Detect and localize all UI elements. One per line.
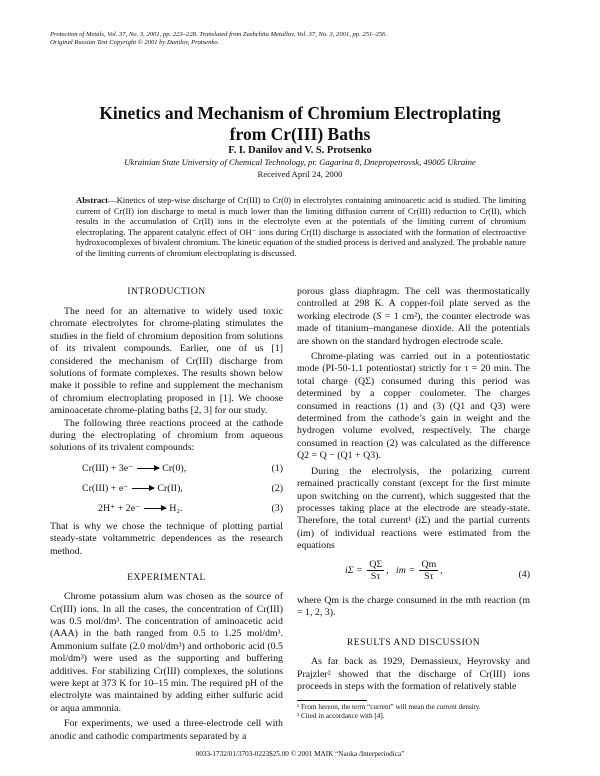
abstract-label: Abstract bbox=[76, 195, 108, 205]
eq4-number: (4) bbox=[518, 568, 530, 580]
footnote-2: ² Cited in accordance with [4]. bbox=[297, 712, 385, 721]
footnote-rule bbox=[297, 700, 367, 701]
abstract bbox=[76, 195, 526, 258]
right-column bbox=[297, 286, 530, 721]
eq4-fraction-total: $\frac{Q\Sigma}{S\tau}$ bbox=[369, 558, 383, 582]
experimental-paragraph-4: During the electrolysis, the polarizing current remained practically constant (except for the first minute upon switching on the current), which suggested that the processes taking place at the electrode are steady-state. Therefore, the total current¹ (iΣ) and the partial currents (im) of individual reactions were estimated from the equations bbox=[297, 465, 530, 552]
eq1-left: Cr(III) + 3e⁻ bbox=[82, 462, 134, 474]
received-date: Received April 24, 2000 bbox=[257, 169, 343, 179]
arrow-icon bbox=[137, 468, 159, 469]
experimental-paragraph-2-start: For experiments, we used a three-electrode cell with anodic and cathodic compartments separated by a bbox=[50, 718, 283, 742]
eq3-left: 2H⁺ + 2e⁻ bbox=[98, 502, 141, 514]
eq4-lhs-partial: im = bbox=[395, 564, 415, 576]
experimental-heading: EXPERIMENTAL bbox=[127, 572, 206, 584]
equation-4: iΣ = $\frac{Q\Sigma}{S\tau}$ , im = $\frac{Qm}{S\tau}$ , (4) bbox=[345, 558, 530, 582]
intro-paragraph-2: The following three reactions proceed at the cathode during the electroplating of chromium from aqueous solutions of its trivalent compounds: bbox=[50, 417, 283, 454]
authors: F. I. Danilov and V. S. Protsenko bbox=[228, 145, 372, 156]
equation-1 bbox=[50, 459, 283, 479]
copyright-line: Original Russian Text Copyright © 2001 by Danilov, Protsenko. bbox=[50, 39, 220, 47]
journal-citation: Protection of Metals, Vol. 37, No. 3, 2001, pp. 223–228. Translated from Zashchita Metallov, Vol. 37, No. 3, 2001, pp. 251–256. bbox=[50, 31, 388, 38]
page-footer: 0033-1732/01/3703-0223$25.00 © 2001 MAIK “Nauka /Interperiodica” bbox=[195, 750, 405, 758]
equation-2 bbox=[50, 479, 283, 499]
equation-3 bbox=[50, 499, 283, 519]
eq3-right: H₂. bbox=[169, 502, 183, 514]
introduction-heading: INTRODUCTION bbox=[127, 286, 206, 297]
eq1-number: (1) bbox=[271, 462, 283, 474]
experimental-paragraph-3: Chrome-plating was carried out in a potentiostatic mode (PI-50-1.1 potentiostat) strictly for τ = 20 min. The total charge (QΣ) consumed during this period was determined by a copper coulometer. The charges consumed in reactions (1) and (3) (Q1 and Q3) were determined from the cathode’s gain in weight and the hydrogen volume evolved, respectively. The charge consumed in reaction (2) was calculated as the difference Q2 = Q − (Q1 + Q3). bbox=[297, 351, 530, 462]
eq1-right: Cr(0), bbox=[162, 462, 187, 474]
experimental-paragraph-2-cont: porous glass diaphragm. The cell was thermostatically controlled at 298 K. A copper-foil plate served as the working electrode (S = 1 cm²), the counter electrode was made of titanium–manganese dioxide. All the potentials are shown on the standard hydrogen electrode scale. bbox=[297, 286, 530, 347]
experimental-paragraph-1: Chrome potassium alum was chosen as the source of Cr(III) ions. In all the cases, the concentration of Cr(III) was 0.5 mol/dm³. The concentration of aminoacetic acid (AAA) in the bath ranged from 0.5 to 1.25 mol/dm³. Ammonium sulfate (2.0 mol/dm³) and orthoboric acid (0.5 mol/dm³) were used as the supporting and buffering additives. For stabilizing Cr(III) complexes, the solutions were kept at 373 K for 10–15 min. The required pH of the electrolyte was maintained by adding either sulfuric acid or aqua ammonia. bbox=[50, 591, 283, 714]
eq4-fraction-partial: $\frac{Qm}{S\tau}$ bbox=[421, 558, 437, 582]
left-column bbox=[50, 286, 283, 743]
title-line-1: Kinetics and Mechanism of Chromium Electroplating bbox=[99, 103, 501, 123]
eq2-left: Cr(III) + e⁻ bbox=[82, 482, 129, 494]
results-paragraph-1: As far back as 1929, Demassieux, Heyrovsky and Prajzler² showed that the discharge of Cr(III) ions proceeds in steps with the formation of relatively stable bbox=[297, 656, 530, 693]
eq3-number: (3) bbox=[271, 502, 283, 514]
intro-paragraph-1: The need for an alternative to widely used toxic chromate electrolytes for chrome-plating stimulates the studies in the field of chromium deposition from solutions of its trivalent compounds. Earlier, one of us [1] considered the mechanism of Cr(III) discharge from solutions of formate complexes. The results shown below make it possible to refine and supplement the mechanism of chromium electroplating proposed in [1]. We choose aminoacetate chrome-plating baths [2, 3] for our study. bbox=[50, 306, 283, 417]
journal-header bbox=[50, 31, 550, 48]
eq2-right: Cr(II), bbox=[157, 482, 183, 494]
intro-paragraph-3: That is why we chose the technique of plotting partial steady-state voltammetric dependences as the research method. bbox=[50, 520, 283, 557]
experimental-paragraph-5: where Qm is the charge consumed in the mth reaction (m = 1, 2, 3). bbox=[297, 594, 530, 618]
eq2-number: (2) bbox=[271, 482, 283, 494]
eq4-lhs-total: iΣ = bbox=[345, 564, 363, 576]
paper-title bbox=[40, 103, 560, 145]
affiliation: Ukrainian State University of Chemical Technology, pr. Gagarina 8, Dnepropetrovsk, 49005 Ukraine bbox=[124, 157, 476, 167]
title-line-2: from Cr(III) Baths bbox=[229, 124, 371, 144]
results-heading: RESULTS AND DISCUSSION bbox=[346, 637, 481, 649]
arrow-icon bbox=[144, 508, 166, 509]
footnote-1: ¹ From hereon, the term “current” will mean the current density. bbox=[297, 703, 481, 712]
arrow-icon bbox=[132, 488, 154, 489]
abstract-text: —Kinetics of step-wise discharge of Cr(III) to Cr(0) in electrolytes containing aminoacetic acid is studied. The limiting current of Cr(II) ion discharge to metal is much lower than the limiting diffusion current of Cr(III) reduction to Cr(II), which results in the accumulation of Cr(II) ions in the electrolyte even at the potentials of the limiting current of chromium electroplating. The apparent catalytic effect of OH⁻ ions during Cr(II) discharge is associated with the formation of electroactive hydroxocomplexes of bivalent chromium. The kinetic equation of the studied process is derived and analyzed. The probable nature of the limiting currents of chromium electroplating is discussed. bbox=[76, 195, 527, 258]
